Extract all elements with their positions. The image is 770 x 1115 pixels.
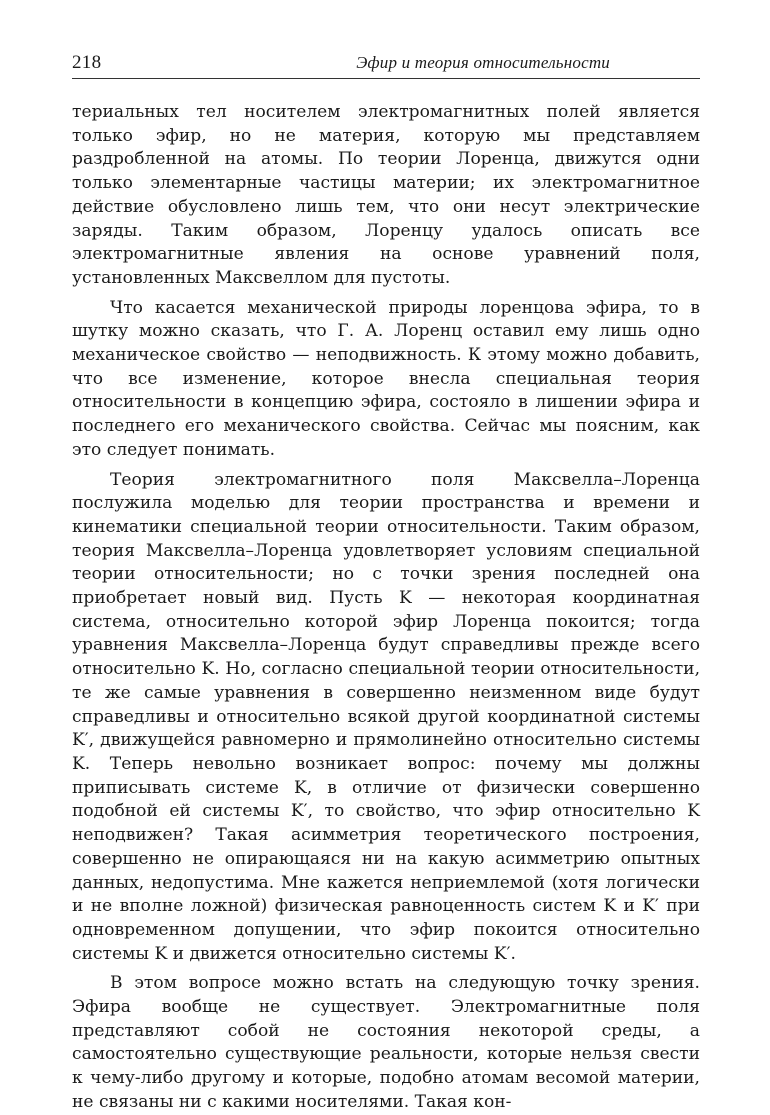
paragraph-4: В этом вопросе можно встать на следующую точку зрения. Эфира вообще не существует. Электромагнитные поля представляют собой не состояния некоторой среды, а самостоятельно существующие реальности, которые нельзя свести к чему-либо другому и которые, подобно атомам весомой материи, не связаны ни с какими носителями. Такая кон- xyxy=(72,973,700,1112)
page-number: 218 xyxy=(72,52,102,73)
paragraph-3: Теория электромагнитного поля Максвелла–Лоренца послужила моделью для теории пространства и времени и кинематики специальной теории относительности. Таким образом, теория Максвелла–Лоренца удовлетворяет условиям специальной теории относительности; но с точки зрения последней она приобретает новый вид. Пусть K — некоторая координатная система, относительно которой эфир Лоренца покоится; тогда уравнения Максвелла–Лоренца будут справедливы прежде всего относительно K. Но, согласно специальной теории относительности, те же самые уравнения в совершенно неизменном виде будут справедливы и относительно всякой другой координатной системы K′, движущейся равномерно и прямолинейно относительно системы K. Теперь невольно возникает вопрос: почему мы должны приписывать системе K, в отличие от физически совершенно подобной ей системы K′, то свойство, что эфир относительно K неподвижен? Такая асимметрия теоретического построения, совершенно не опирающаяся ни на какую асимметрию опытных данных, недопустима. Мне кажется неприемлемой (хотя логически и не вполне ложной) физическая равноценность систем K и K′ при одновременном допущении, что эфир покоится относительно системы K и движется относительно системы K′. xyxy=(72,469,700,964)
paragraph-1: териальных тел носителем электромагнитных полей является только эфир, но не материя, которую мы представляем раздробленной на атомы. По теории Лоренца, движутся одни только элементарные частицы материи; их электромагнитное действие обусловлено лишь тем, что они несут электрические заряды. Таким образом, Лоренцу удалось описать все электромагнитные явления на основе уравнений поля, установленных Максвеллом для пустоты. xyxy=(72,102,700,288)
chapter-title: Эфир и теория относительности xyxy=(356,53,610,72)
book-page xyxy=(72,0,700,1112)
body-text xyxy=(72,101,700,1115)
header-rule xyxy=(72,78,700,79)
running-head xyxy=(72,52,700,76)
paragraph-2: Что касается механической природы лоренцова эфира, то в шутку можно сказать, что Г. А. Лоренц оставил ему лишь одно механическое свойство — неподвижность. К этому можно добавить, что все изменение, которое внесла специальная теория относительности в концепцию эфира, состояло в лишении эфира и последнего его механического свойства. Сейчас мы поясним, как это следует понимать. xyxy=(72,297,700,460)
